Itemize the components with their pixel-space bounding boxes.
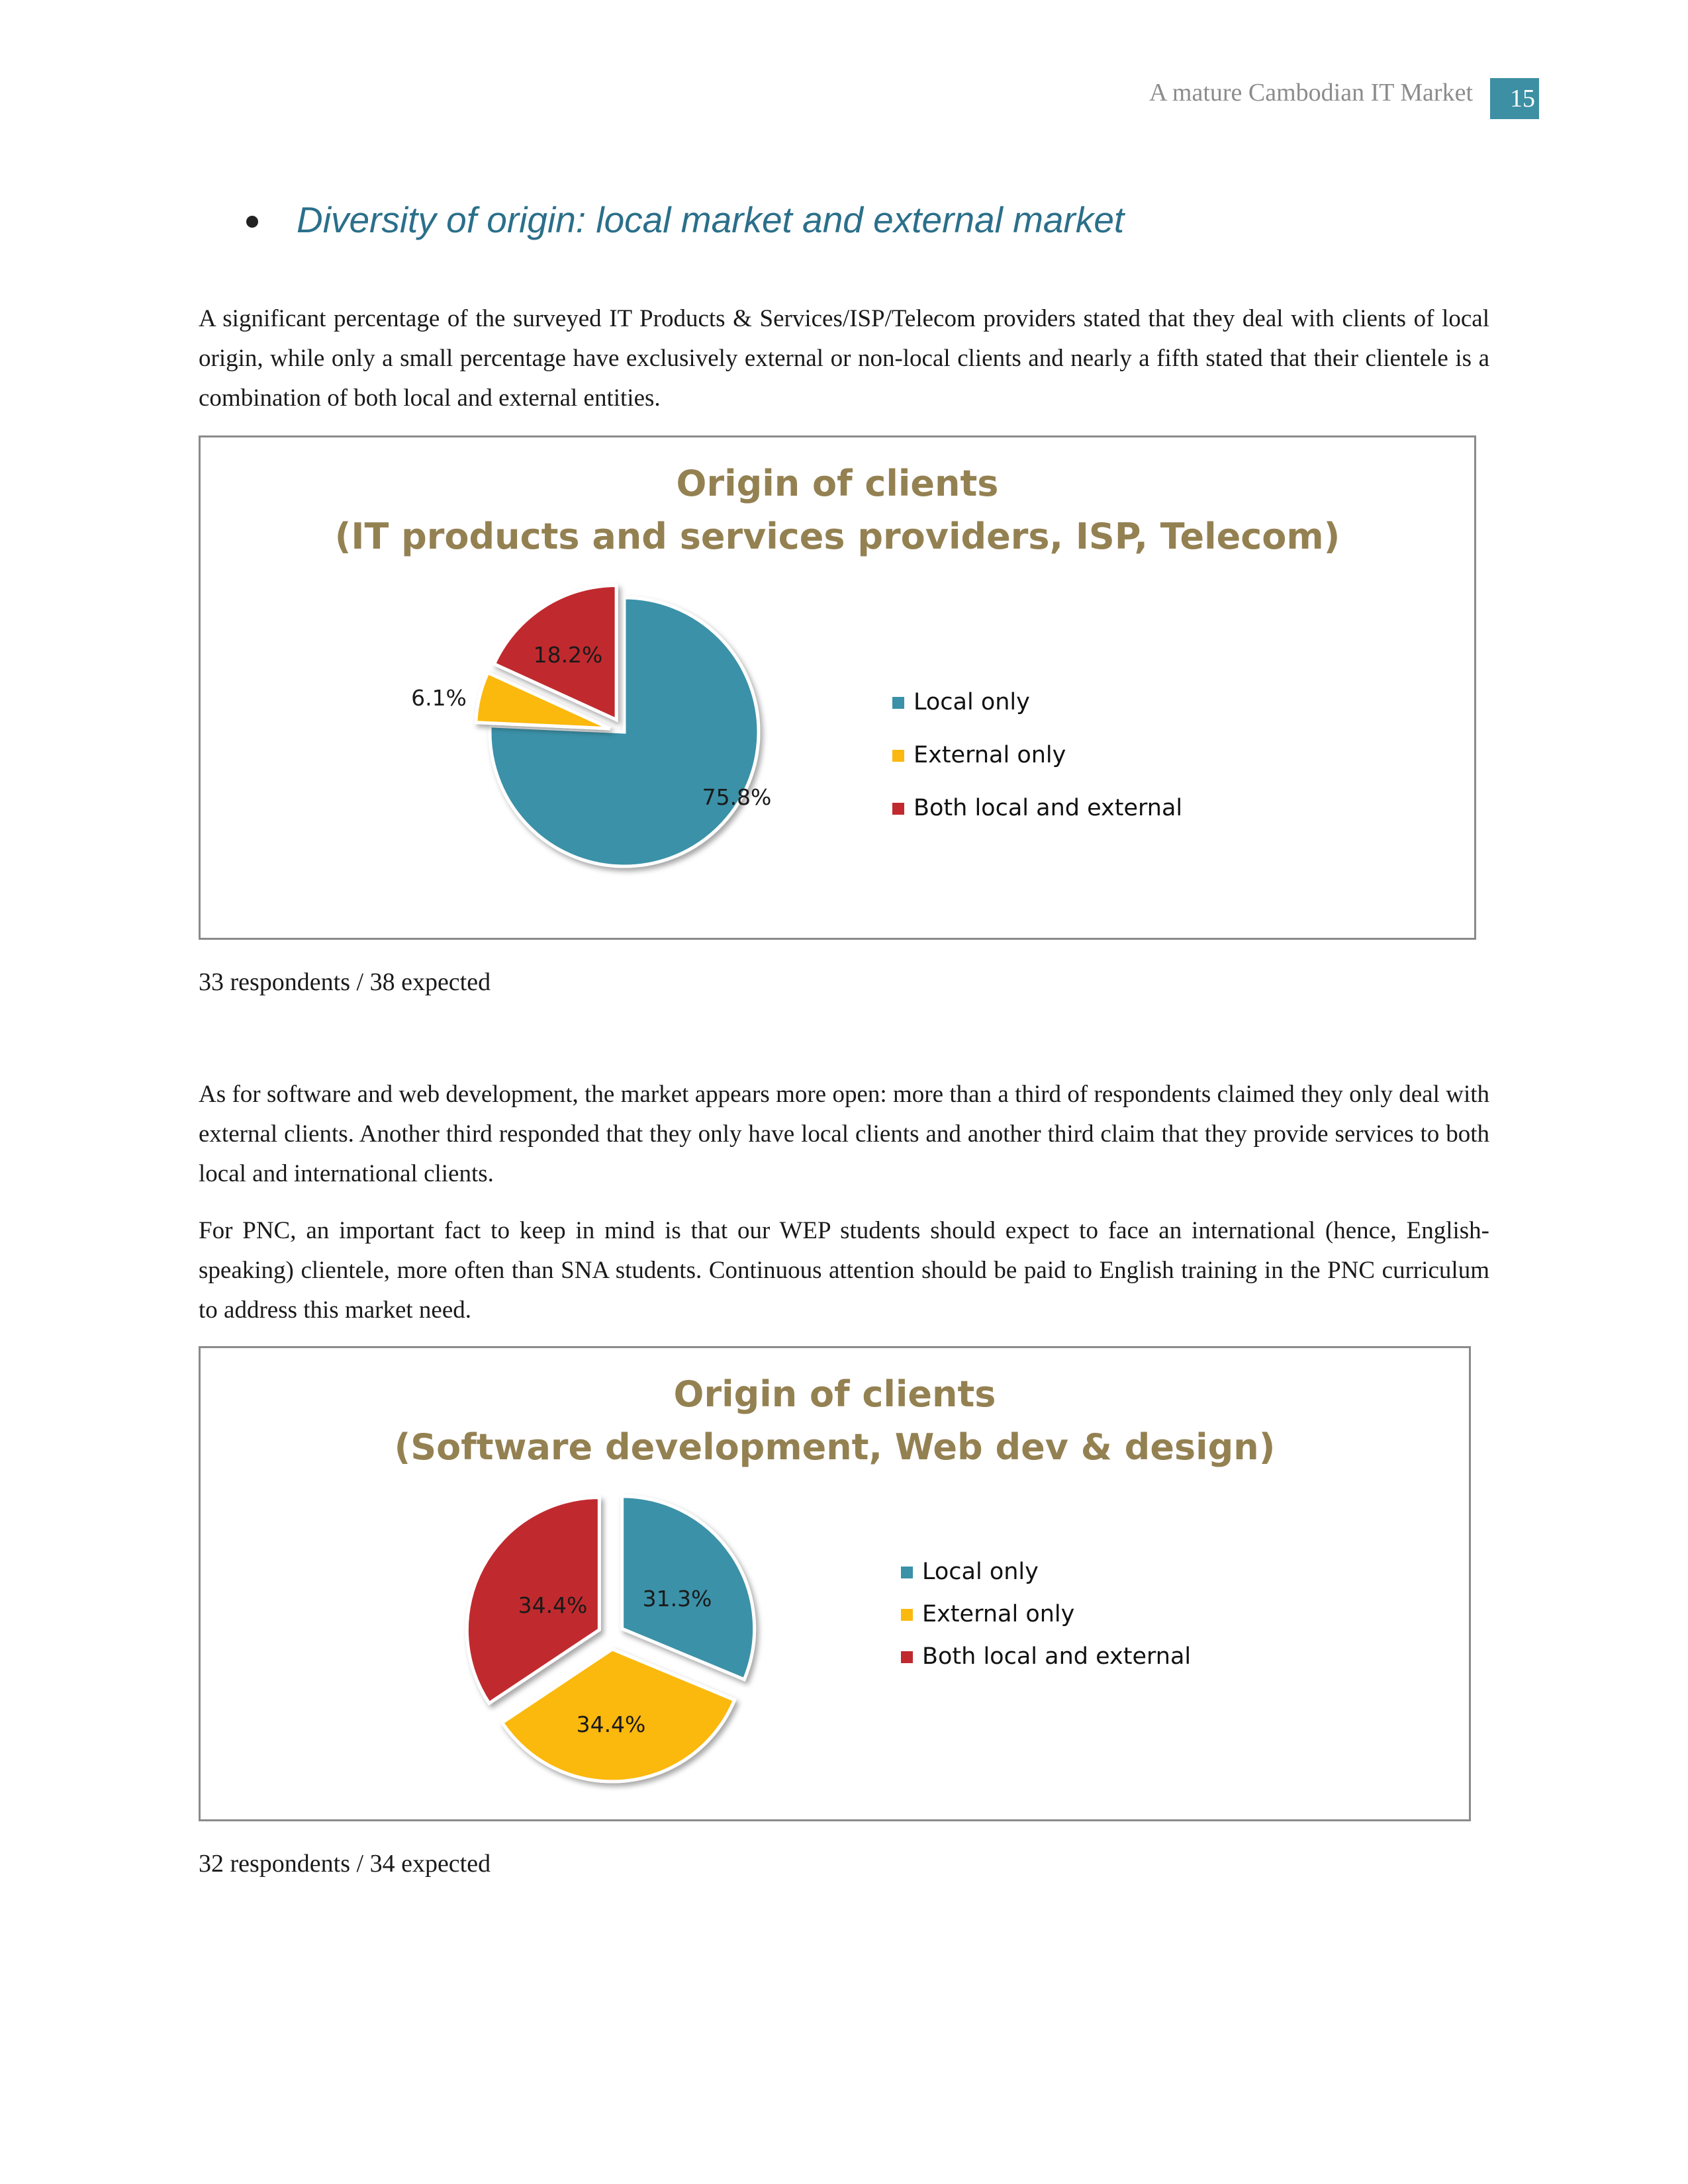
paragraph-pnc: For PNC, an important fact to keep in mind is that our WEP students should expect to face an international (hence, English-speaking) clientele, more often than SNA students. Continuous attention should be paid to English training in the PNC curriculum to address this market need. xyxy=(199,1217,1489,1324)
legend-swatch-icon xyxy=(901,1651,913,1663)
pie-data-label: 6.1% xyxy=(411,685,467,711)
legend-label: Local only xyxy=(922,1559,1039,1585)
legend-swatch-icon xyxy=(892,803,904,815)
chart-subtitle: (IT products and services providers, ISP, Telecom) xyxy=(334,516,1340,557)
legend-swatch-icon xyxy=(901,1609,913,1621)
legend-label: Both local and external xyxy=(914,795,1183,821)
pie-data-label: 34.4% xyxy=(576,1711,646,1737)
section-heading-text: Diversity of origin: local market and external market xyxy=(297,199,1125,240)
chart-subtitle: (Software development, Web dev & design) xyxy=(394,1426,1276,1468)
legend-swatch-icon xyxy=(892,697,904,709)
chart-caption: 32 respondents / 34 expected xyxy=(199,1850,491,1878)
legend-label: Local only xyxy=(914,689,1030,715)
chart-it-providers xyxy=(199,435,1476,940)
legend-swatch-icon xyxy=(892,750,904,762)
legend-swatch-icon xyxy=(901,1567,913,1578)
pie-data-label: 31.3% xyxy=(642,1586,712,1612)
chart-title: Origin of clients xyxy=(673,1373,996,1415)
chart-software-dev xyxy=(199,1346,1471,1821)
chart-caption: 33 respondents / 38 expected xyxy=(199,968,491,996)
chart-title: Origin of clients xyxy=(676,463,999,504)
pie-data-label: 75.8% xyxy=(702,784,772,810)
paragraph-software: As for software and web development, the market appears more open: more than a third of respondents claimed they only deal with external clients. Another third responded that they only have local clients and another third claim that they provide services to both local and international clients. xyxy=(199,1081,1489,1187)
paragraph-intro: A significant percentage of the surveyed IT Products & Services/ISP/Telecom providers stated that they deal with clients of local origin, while only a small percentage have exclusively external or non-local clients and nearly a fifth stated that their clientele is a combination of both local and external entities. xyxy=(199,305,1489,412)
pie-chart-svg xyxy=(201,437,1474,938)
running-header-title: A mature Cambodian IT Market xyxy=(1149,79,1473,107)
bullet-icon xyxy=(246,216,258,228)
legend-label: External only xyxy=(922,1601,1075,1627)
pie-chart-svg xyxy=(201,1348,1469,1819)
legend-label: External only xyxy=(914,742,1066,768)
pie-data-label: 18.2% xyxy=(533,642,603,668)
pie-data-label: 34.4% xyxy=(518,1592,588,1618)
page-number: 15 xyxy=(1490,78,1539,119)
legend-label: Both local and external xyxy=(922,1643,1192,1670)
